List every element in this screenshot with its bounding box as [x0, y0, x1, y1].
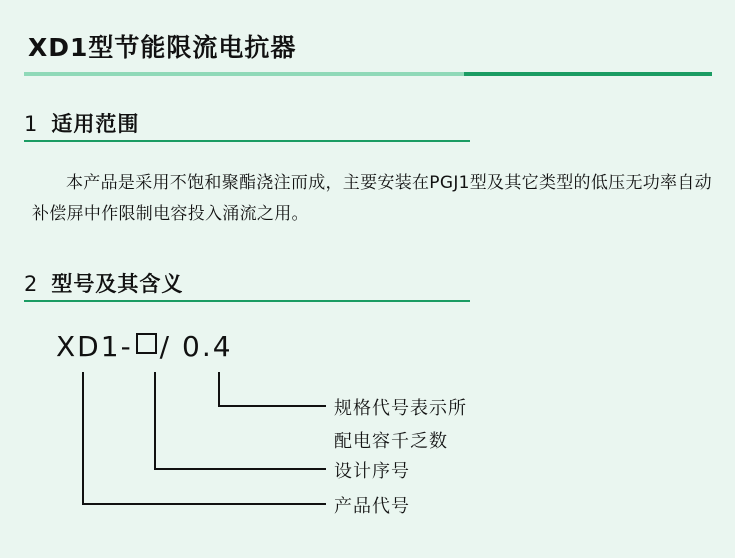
model-designation	[56, 330, 233, 363]
model-dash: -	[120, 330, 133, 363]
section-heading-1	[24, 108, 139, 138]
legend-label-2: 配电容千乏数	[334, 431, 448, 452]
title-divider	[24, 72, 712, 76]
section-2-divider	[24, 300, 470, 302]
leader-line-vertical-1	[218, 372, 220, 406]
leader-line-horizontal-1	[218, 405, 326, 407]
section-1-divider	[24, 140, 470, 142]
leader-line-horizontal-2	[154, 468, 326, 470]
page-title: XD1型节能限流电抗器	[28, 33, 297, 62]
section-1-title: 适用范围	[51, 112, 140, 136]
section-2-number: 2	[24, 272, 38, 296]
leader-line-vertical-2	[154, 372, 156, 469]
section-1-number: 1	[24, 112, 38, 136]
model-prefix: XD1	[56, 330, 121, 363]
legend-label-4: 产品代号	[334, 496, 410, 517]
legend-label-1: 规格代号表示所	[334, 398, 467, 419]
leader-line-vertical-3	[82, 372, 84, 504]
model-suffix: / 0.4	[159, 330, 233, 363]
section-2-title: 型号及其含义	[51, 272, 184, 296]
section-1-paragraph: 本产品是采用不饱和聚酯浇注而成，主要安装在PGJ1型及其它类型的低压无功率自动补偿屏中作限制电容投入涌流之用。	[32, 173, 712, 224]
leader-line-horizontal-3	[82, 503, 326, 505]
section-heading-2	[24, 268, 183, 298]
title-divider-light-segment	[24, 72, 464, 76]
model-placeholder-box	[136, 333, 157, 354]
legend-label-3: 设计序号	[334, 461, 410, 482]
